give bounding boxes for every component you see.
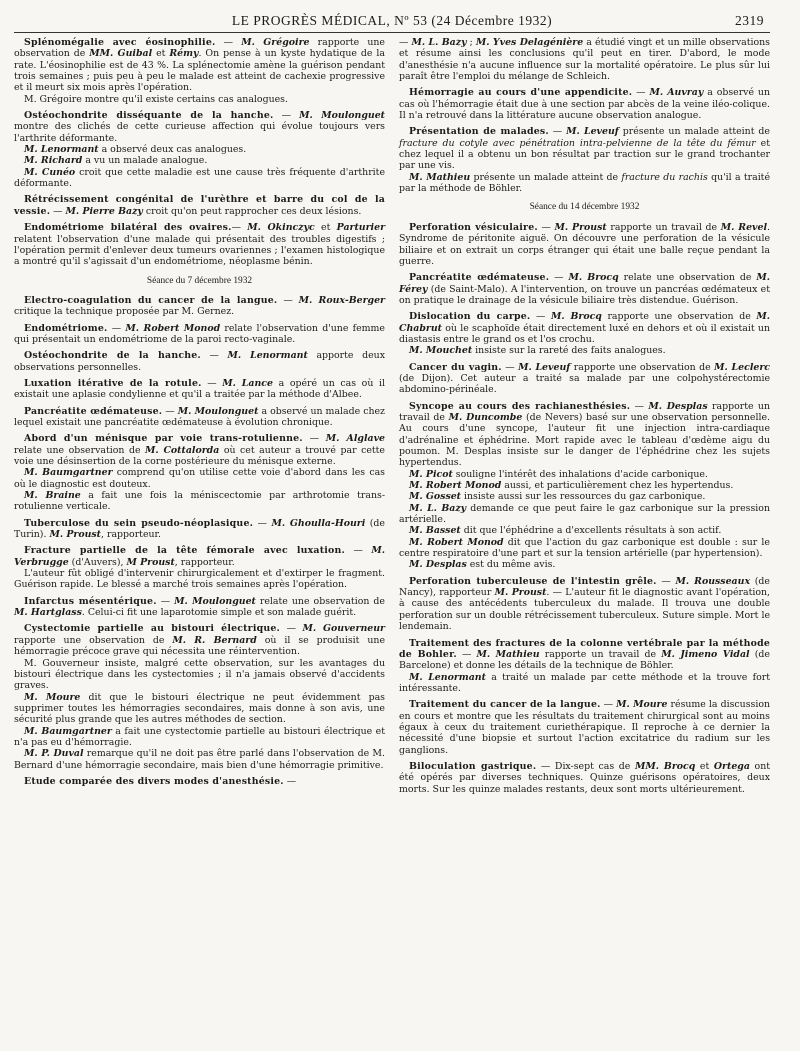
entry-paragraph: Biloculation gastrique. — Dix-sept cas de MM. Brocq et Ortega ont été opérés par diverses techniques. Quinze guérisons opératoires, deux morts. Sur les quinze malades restants, deux sont morts ultérieurement. bbox=[399, 760, 771, 795]
report-entry bbox=[399, 761, 770, 795]
entry-paragraph: M. Gouverneur insiste, malgré cette observation, sur les avantages du bistouri électrique dans les cystectomies ; il n'a jamais observé d'accidents graves. bbox=[14, 657, 385, 692]
entry-paragraph: M. Richard a vu un malade analogue. bbox=[24, 155, 208, 167]
text-columns bbox=[14, 37, 770, 800]
entry-paragraph: Perforation tuberculeuse de l'intestin grêle. — M. Rousseaux (de Nancy), rapporteur M. Proust. — L'auteur fit le diagnostic avant l'opération, à cause des antécédents tuberculeux du malade. Il trouva une double perforation sur un double rétrécissement tuberculeux. Suture simple. Mort le lendemain. bbox=[399, 575, 770, 633]
report-entry bbox=[14, 545, 385, 590]
session-heading: Séance du 7 décembre 1932 bbox=[146, 275, 253, 286]
entry-paragraph: M. Basset dit que l'éphédrine a d'excellents résultats à son actif. bbox=[409, 525, 722, 537]
entry-paragraph: Tuberculose du sein pseudo-néoplasique. — M. Ghoulla-Houri (de Turin). M. Proust, rapporteur. bbox=[14, 517, 385, 541]
report-entry bbox=[399, 272, 770, 306]
running-header bbox=[14, 8, 770, 30]
entry-paragraph: Cystectomie partielle au bistouri électrique. — M. Gouverneur rapporte une observation de M. R. Bernard où il se produisit une hémorragie précoce grave qui nécessita une réintervention. bbox=[14, 623, 385, 658]
report-entry bbox=[14, 110, 385, 189]
entry-paragraph: Cancer du vagin. — M. Leveuf rapporte une observation de M. Leclerc (de Dijon). Cet auteur a traité sa malade par une colpohystérectomie abdomino-périnéale. bbox=[399, 361, 770, 396]
report-entry bbox=[14, 378, 385, 401]
entry-paragraph: M. Mouchet insiste sur la rareté des faits analogues. bbox=[409, 345, 666, 357]
entry-paragraph: Ostéochondrite disséquante de la hanche. — M. Moulonguet montre des clichés de cette curieuse affection qui évolue toujours vers l'arthrite déformante. bbox=[14, 110, 385, 144]
header-rule bbox=[14, 32, 770, 33]
report-entry bbox=[14, 37, 385, 105]
report-entry bbox=[14, 596, 385, 619]
entry-paragraph: M. Gosset insiste aussi sur les ressources du gaz carbonique. bbox=[409, 491, 706, 503]
report-entry bbox=[14, 623, 385, 770]
entry-paragraph: L'auteur fût obligé d'intervenir chirurgicalement et d'extirper le fragment. Guérison rapide. Le blessé a marché trois semaines après l'opération. bbox=[14, 568, 385, 591]
report-entry bbox=[399, 362, 770, 396]
entry-paragraph: Fracture partielle de la tête fémorale avec luxation. — M. Verbrugge (d'Auvers), M Proust, rapporteur. bbox=[14, 545, 385, 568]
session-heading: Séance du 14 décembre 1932 bbox=[529, 202, 640, 213]
left-column bbox=[14, 37, 385, 800]
report-entry bbox=[399, 311, 770, 356]
page-number: 2319 bbox=[735, 13, 764, 28]
entry-paragraph: Présentation de malades. — M. Leveuf présente un malade atteint de fracture du cotyle avec pénétration intra-pelvienne de la tête du fémur et chez lequel il a obtenu un bon résultat par traction sur le grand trochanter par une vis. bbox=[399, 126, 771, 172]
report-entry bbox=[399, 699, 770, 756]
report-entry bbox=[14, 433, 385, 512]
entry-paragraph: M. Mathieu présente un malade atteint de fracture du rachis qu'il a traité par la méthode de Böhler. bbox=[399, 171, 771, 195]
journal-title: LE PROGRÈS MÉDICAL, Nº 53 (24 Décembre 1932) bbox=[231, 13, 553, 28]
entry-paragraph: Electro-coagulation du cancer de la langue. — M. Roux-Berger critique la technique proposée par M. Gernez. bbox=[14, 294, 385, 318]
entry-paragraph: M. Picot souligne l'intérêt des inhalations d'acide carbonique. bbox=[409, 468, 708, 480]
entry-paragraph: M. Desplas est du même avis. bbox=[409, 559, 556, 571]
report-entry bbox=[14, 295, 385, 318]
report-entry bbox=[14, 776, 385, 787]
report-entry bbox=[399, 37, 770, 82]
right-column bbox=[399, 37, 770, 800]
entry-paragraph: Hémorragie au cours d'une appendicite. — M. Auvray a observé un cas où l'hémorragie était due à une section par abcès de la veine iléo-colique. Il n'a retrouvé dans la littérature aucune observation analogue. bbox=[399, 87, 771, 122]
entry-paragraph: M. Grégoire montre qu'il existe certains cas analogues. bbox=[24, 93, 288, 105]
report-entry bbox=[14, 323, 385, 346]
entry-paragraph: Pancréatite œdémateuse. — M. Moulonguet a observé un malade chez lequel existait une pancréatite œdémateuse à évolution chronique. bbox=[14, 405, 385, 428]
entry-paragraph: Endométriome bilatéral des ovaires.— M. Okinczyc et Parturier relatent l'observation d'une malade qui présentait des troubles digestifs ; l'opération permit d'enlever deux tumeurs ovariennes ; l'examen histologique a montré qu'il s'agissait d'un endométriome, néoplasme bénin. bbox=[14, 222, 386, 268]
report-entry bbox=[399, 87, 770, 121]
report-entry bbox=[14, 350, 385, 373]
report-entry bbox=[399, 576, 770, 633]
entry-paragraph: Splénomégalie avec éosinophilie. — M. Grégoire rapporte une observation de MM. Guibal et Rémy. On pense à un kyste hydatique de la rate. L'éosinophilie est de 43 %. La splénectomie amène la guérison pendant trois semaines ; puis peu à peu le malade est atteint de cachexie progressive et il meurt six mois après l'opération. bbox=[14, 37, 385, 94]
entry-paragraph: Pancréatite œdémateuse. — M. Brocq relate une observation de M. Férey (de Saint-Malo). A l'intervention, on trouve un pancréas œdémateux et on pratique le drainage de la vésicule biliaire très distendue. Guérison. bbox=[399, 272, 770, 306]
entry-paragraph: Traitement des fractures de la colonne vertébrale par la méthode de Bohler. — M. Mathieu rapporte un travail de M. Jimeno Vidal (de Barcelone) et donne les détails de la technique de Böhler. bbox=[399, 637, 770, 672]
entry-paragraph: M. Robert Monod dit que l'action du gaz carbonique est double : sur le centre respiratoire d'une part et sur la tension artérielle (par hypertension). bbox=[399, 536, 770, 560]
entry-paragraph: Traitement du cancer de la langue. — M. Moure résume la discussion en cours et montre que les résultats du traitement chirurgical sont au moins égaux à ceux du traitement curiethérapique. Il reproche à ce dernier la nécessité d'une biopsie et surtout l'action excitatrice du radium sur les ganglions. bbox=[399, 699, 770, 756]
entry-paragraph: Dislocation du carpe. — M. Brocq rapporte une observation de M. Chabrut où le scaphoïde était directement luxé en dehors et où il existait un diastasis entre le grand os et l'os crochu. bbox=[399, 311, 770, 345]
entry-paragraph: Endométriome. — M. Robert Monod relate l'observation d'une femme qui présentait un endométriome de la paroi recto-vaginale. bbox=[14, 322, 385, 345]
entry-paragraph: M. Baumgartner a fait une cystectomie partielle au bistouri électrique et n'a pas eu d'hémorragie. bbox=[14, 725, 385, 748]
entry-paragraph: M. Moure dit que le bistouri électrique ne peut évidemment pas supprimer toutes les hémorragies secondaires, mais donne à son avis, une sécurité plus grande que les autres méthodes de section. bbox=[14, 691, 385, 726]
entry-paragraph: Luxation itérative de la rotule. — M. Lance a opéré un cas où il existait une aplasie condylienne et qu'il a traitée par la méthode d'Albee. bbox=[14, 377, 385, 401]
entry-paragraph: M. Baumgartner comprend qu'on utilise cette voie d'abord dans les cas où le diagnostic est douteux. bbox=[14, 467, 385, 490]
entry-paragraph: Ostéochondrite de la hanche. — M. Lenormant apporte deux observations personnelles. bbox=[14, 350, 385, 373]
entry-paragraph: M. Cunéo croit que cette maladie est une cause très fréquente d'arthrite déformante. bbox=[14, 166, 386, 190]
report-entry bbox=[14, 406, 385, 429]
entry-paragraph: Etude comparée des divers modes d'anesthésie. — bbox=[24, 775, 297, 787]
report-entry bbox=[399, 638, 770, 695]
entry-paragraph: M. L. Bazy demande ce que peut faire le gaz carbonique sur la pression artérielle. bbox=[399, 502, 770, 526]
entry-paragraph: Abord d'un ménisque par voie trans-rotulienne. — M. Alglave relate une observation de M. Cottalorda où cet auteur a trouvé par cette voie une désinsertion de la corne postérieure du ménisque externe. bbox=[14, 433, 385, 467]
report-entry bbox=[14, 222, 385, 267]
entry-paragraph: — M. L. Bazy ; M. Yves Delagénière a étudié vingt et un mille observations et résume ainsi les conclusions qu'il peut en tirer. D'abord, le mode d'anesthésie n'a aucune influence sur la mortalité opératoire. Le plus sûr lui paraît être l'emploi du mélange de Schleich. bbox=[399, 37, 770, 83]
entry-paragraph: Infarctus mésentérique. — M. Moulonguet relate une observation de M. Hartglass. Celui-ci fit une laparotomie simple et son malade guérit. bbox=[14, 595, 385, 619]
report-entry bbox=[14, 194, 385, 217]
entry-paragraph: Syncope au cours des rachianesthésies. — M. Desplas rapporte un travail de M. Duncombe (de Nevers) basé sur une observation personnelle. Au cours d'une syncope, l'auteur fit une injection intra-cardiaque d'adrénaline et éphédrine. Mort rapide avec le tableau d'œdème aigu du poumon. M. Desplas insiste sur le danger de l'éphédrine chez les sujets hypertendus. bbox=[399, 400, 770, 469]
entry-paragraph: M. Lenormant a observé deux cas analogues. bbox=[24, 144, 247, 156]
entry-paragraph: Perforation vésiculaire. — M. Proust rapporte un travail de M. Revel. Syndrome de péritonite aiguë. On découvre une perforation de la vésicule biliaire et on extrait un corps étranger qui était une balle reçue pendant la guerre. bbox=[399, 221, 771, 267]
report-entry bbox=[399, 126, 770, 194]
entry-paragraph: M. P. Duval remarque qu'il ne doit pas être parlé dans l'observation de M. Bernard d'une hémorragie secondaire, mais bien d'une hémorragie primitive. bbox=[14, 748, 385, 771]
entry-paragraph: Rétrécissement congénital de l'urèthre et barre du col de la vessie. — M. Pierre Bazy croit qu'on peut rapprocher ces deux lésions. bbox=[14, 194, 385, 217]
report-entry bbox=[14, 518, 385, 541]
report-entry bbox=[399, 222, 770, 267]
entry-paragraph: M. Lenormant a traité un malade par cette méthode et la trouve fort intéressante. bbox=[399, 671, 770, 694]
report-entry bbox=[399, 401, 770, 571]
entry-paragraph: M. Robert Monod aussi, et particulièrement chez les hypertendus. bbox=[409, 480, 734, 492]
entry-paragraph: M. Braine a fait une fois la méniscectomie par arthrotomie trans-rotulienne verticale. bbox=[14, 490, 385, 513]
